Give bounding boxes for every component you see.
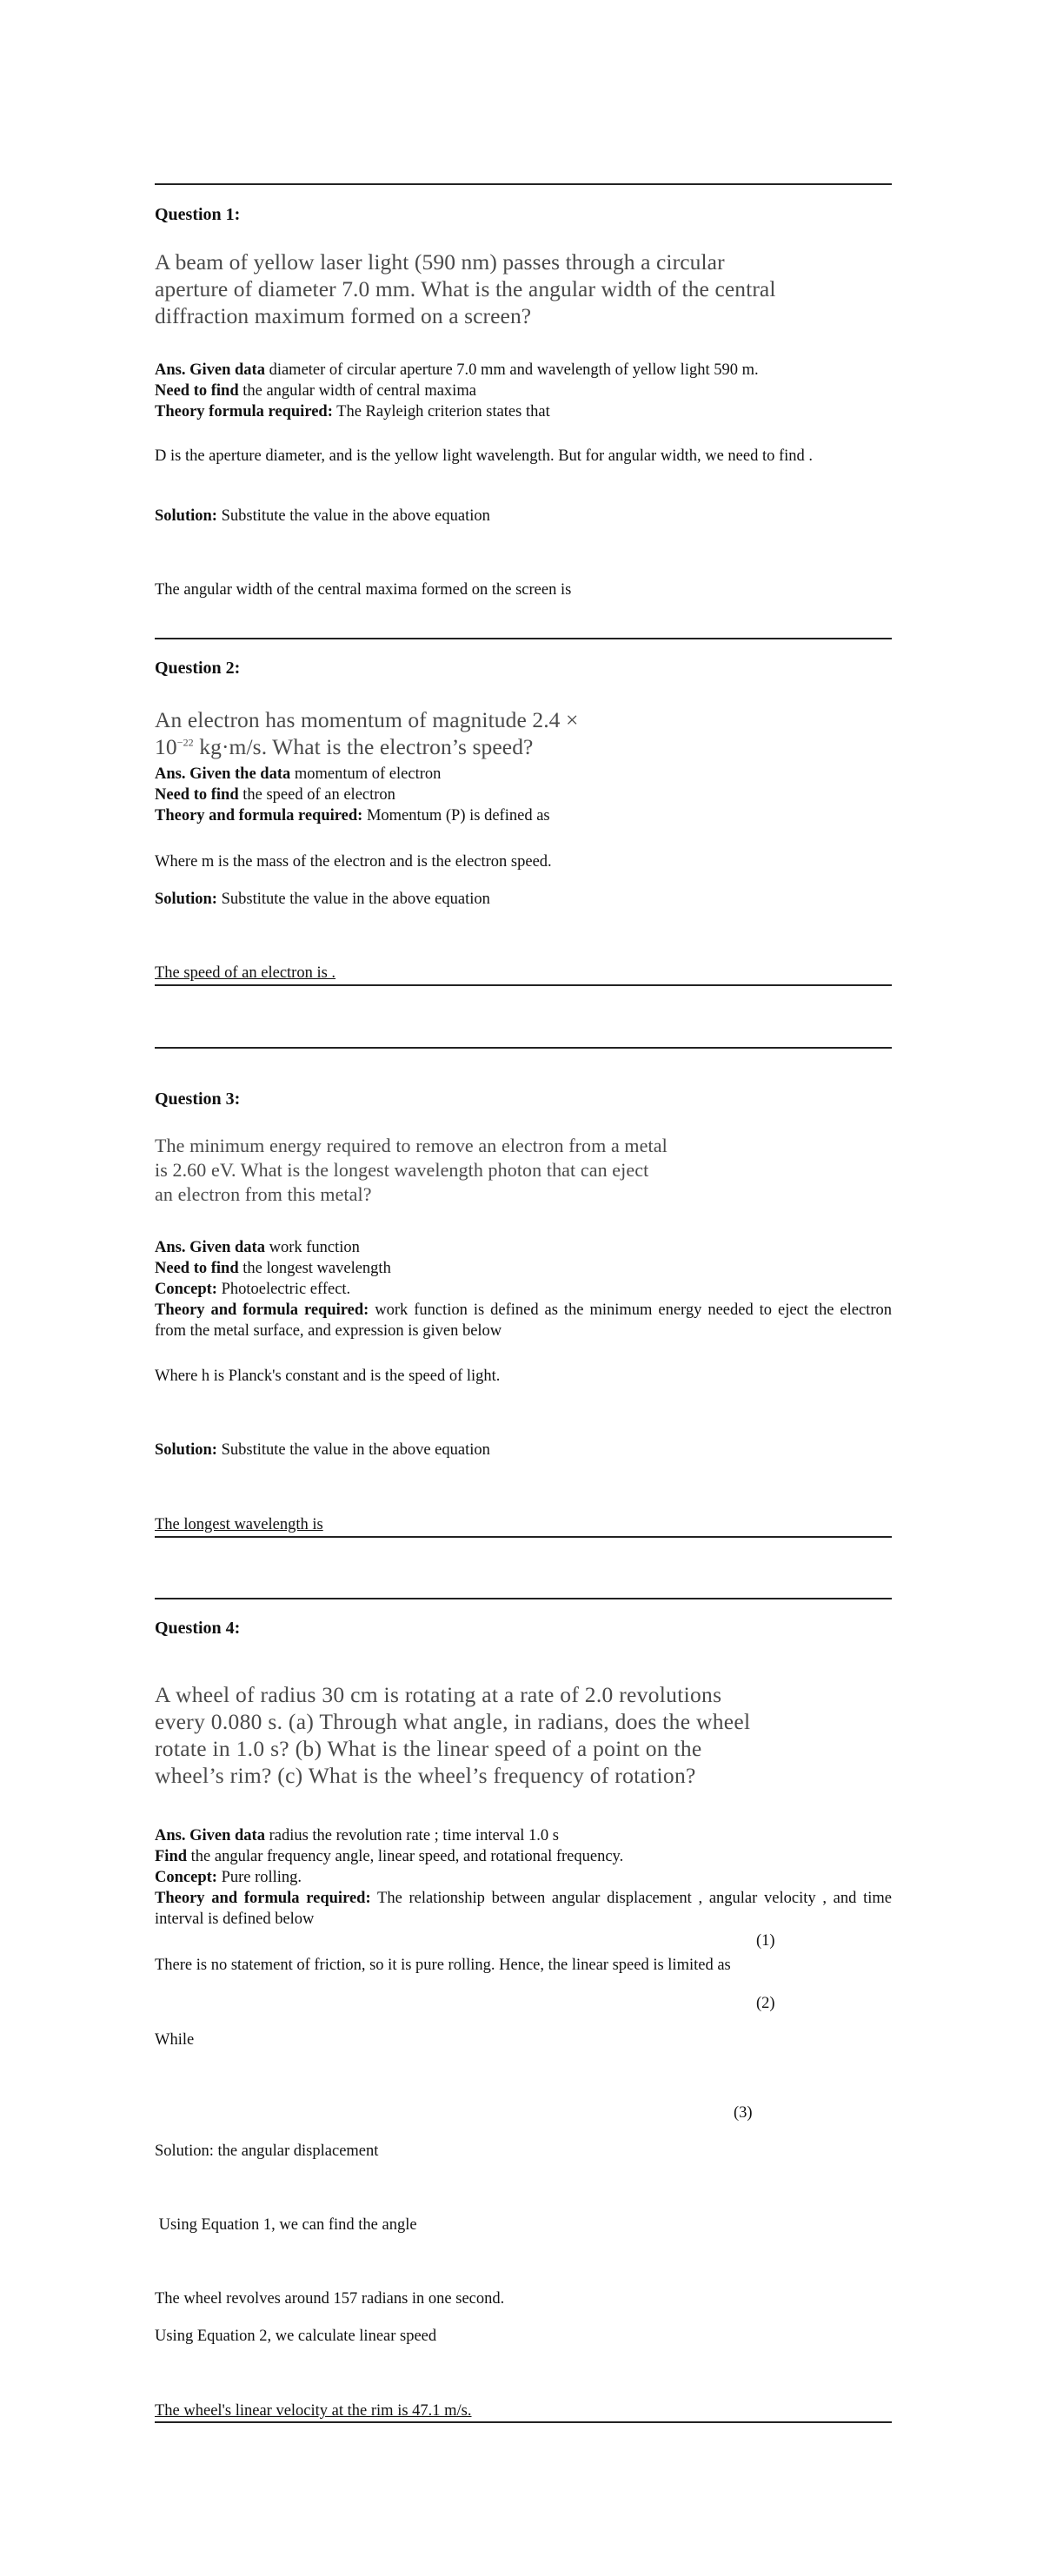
q4-find-label: Find (155, 1848, 188, 1865)
q2-result: The speed of an electron is . (155, 964, 336, 982)
q4-concept (155, 1867, 302, 1888)
q4-solution-text: Solution: the angular displacement (155, 2142, 379, 2160)
question-2-prompt (155, 706, 694, 760)
q4-friction-text: There is no statement of friction, so it is pure rolling. Hence, the linear speed is limited as (155, 1957, 731, 1974)
q2-prompt-exponent: −22 (176, 736, 194, 749)
q4-concept-label: Concept: (155, 1869, 217, 1886)
question-4-title: Question 4: (155, 1619, 241, 1638)
question-1-prompt: A beam of yellow laser light (590 nm) passes through a circular aperture of diameter 7.0 mm. What is the angular width of the central diffraction maximum formed on a screen? (155, 249, 776, 328)
q3-solution-text: Substitute the value in the above equation (216, 1441, 490, 1459)
q4-find-text: the angular frequency angle, linear speed, and rotational frequency. (187, 1848, 624, 1865)
q1-result: The angular width of the central maxima formed on the screen is (155, 581, 572, 599)
q4-given-text: radius the revolution rate ; time interval 1.0 s (264, 1827, 560, 1844)
q2-prompt-line-2 (155, 733, 694, 760)
q2-solution-text: Substitute the value in the above equation (216, 891, 490, 908)
q1-solution (155, 506, 490, 526)
equation-number-1: (1) (756, 1932, 775, 1950)
q3-given-label: Ans. Given data (155, 1239, 265, 1256)
q4-result: The wheel's linear velocity at the rim is 47.1 m/s. (155, 2402, 472, 2420)
q1-theory (155, 401, 550, 422)
q3-solution-label: Solution: (155, 1441, 217, 1459)
q2-theory-label: Theory and formula required: (155, 807, 363, 824)
q3-theory-label: Theory and formula required: (155, 1301, 369, 1319)
q4-theory (155, 1888, 892, 1930)
q3-given-text: work function (264, 1239, 360, 1256)
q1-theory-label: Theory formula required: (155, 403, 333, 421)
q2-given-text: momentum of electron (290, 765, 442, 783)
q3-concept-label: Concept: (155, 1281, 217, 1298)
equation-number-2: (2) (756, 1995, 775, 2012)
q1-theory-text: The Rayleigh criterion states that (332, 403, 550, 421)
q2-find (155, 785, 395, 805)
q3-theory-text: work function is defined as the minimum energy needed to eject the electron from the metal surface, and expression is given below (155, 1301, 892, 1340)
question-2-title: Question 2: (155, 659, 241, 678)
q4-concept-text: Pure rolling. (216, 1869, 302, 1886)
q3-concept-text: Photoelectric effect. (216, 1281, 351, 1298)
q3-result: The longest wavelength is (155, 1516, 323, 1533)
section-divider (155, 984, 892, 986)
q2-given-label: Ans. Given the data (155, 765, 291, 783)
question-3-title: Question 3: (155, 1089, 241, 1109)
q2-prompt-base: 10 (155, 734, 177, 759)
q1-given (155, 360, 759, 381)
q3-where-text: Where h is Planck's constant and is the speed of light. (155, 1367, 501, 1385)
q4-using-equation-2: Using Equation 2, we calculate linear speed (155, 2328, 437, 2345)
q3-find (155, 1258, 391, 1279)
q4-given-label: Ans. Given data (155, 1827, 265, 1844)
section-divider (155, 1598, 892, 1599)
section-divider (155, 638, 892, 639)
q3-given (155, 1237, 360, 1258)
q2-prompt-line-1: An electron has momentum of magnitude 2.4 × (155, 707, 579, 732)
q1-solution-label: Solution: (155, 507, 217, 525)
q3-find-label: Need to find (155, 1260, 239, 1277)
q1-where-text: D is the aperture diameter, and is the yellow light wavelength. But for angular width, we need to find . (155, 447, 814, 465)
q3-concept (155, 1279, 350, 1300)
q2-given (155, 764, 441, 785)
q2-solution (155, 889, 490, 910)
q1-solution-text: Substitute the value in the above equation (216, 507, 490, 525)
q2-solution-label: Solution: (155, 891, 217, 908)
question-3-prompt: The minimum energy required to remove an electron from a metal is 2.60 eV. What is the longest wavelength photon that can eject an electron from this metal? (155, 1135, 668, 1205)
q3-find-text: the longest wavelength (238, 1260, 391, 1277)
section-divider (155, 1047, 892, 1049)
q4-revolves-text: The wheel revolves around 157 radians in one second. (155, 2290, 505, 2308)
q2-find-text: the speed of an electron (238, 786, 395, 804)
q2-where-text: Where m is the mass of the electron and is the electron speed. (155, 853, 552, 871)
q4-theory-text: The relationship between angular displacement , angular velocity , and time interval is defined below (155, 1890, 893, 1928)
section-divider (155, 183, 892, 185)
document-page (155, 0, 892, 2576)
q2-theory (155, 805, 550, 826)
section-divider (155, 2421, 892, 2423)
q2-theory-text: Momentum (P) is defined as (362, 807, 550, 824)
section-divider (155, 1536, 892, 1538)
q3-theory (155, 1300, 892, 1341)
q1-find-label: Need to find (155, 382, 239, 400)
q1-find-text: the angular width of central maxima (238, 382, 476, 400)
q4-using-equation-1: Using Equation 1, we can find the angle (155, 2216, 417, 2234)
q4-while-text: While (155, 2031, 195, 2049)
q1-given-label: Ans. Given data (155, 361, 265, 379)
q1-given-text: diameter of circular aperture 7.0 mm and wavelength of yellow light 590 m. (264, 361, 759, 379)
question-1-title: Question 1: (155, 205, 241, 224)
q3-solution (155, 1440, 490, 1460)
q1-find (155, 381, 476, 401)
q2-find-label: Need to find (155, 786, 239, 804)
q2-prompt-rest: kg·m/s. What is the electron’s speed? (193, 734, 534, 759)
equation-number-3: (3) (734, 2104, 753, 2122)
q4-find (155, 1846, 623, 1867)
q4-theory-label: Theory and formula required: (155, 1890, 371, 1907)
question-4-prompt: A wheel of radius 30 cm is rotating at a rate of 2.0 revolutions every 0.080 s. (a) Through what angle, in radians, does the wheel rotate in 1.0 s? (b) What is the linear speed of a point on the wheel’s rim? (c) What is the wheel’s frequency of rotation? (155, 1682, 751, 1788)
q4-given (155, 1825, 559, 1846)
